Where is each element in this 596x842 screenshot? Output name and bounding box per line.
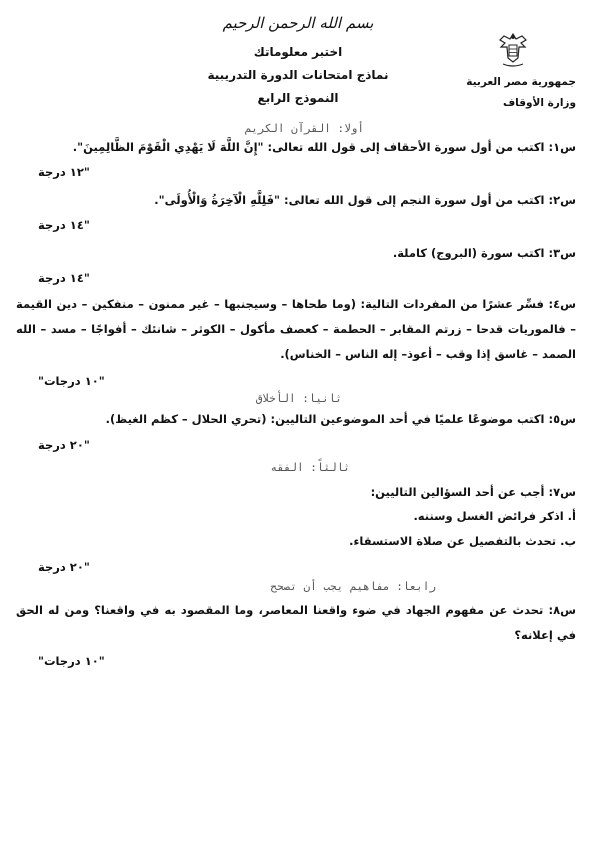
question-2-grade: "١٤ درجة [38, 218, 90, 232]
country-name: جمهورية مصر العربية [466, 76, 576, 88]
question-7-grade: "٢٠ درجة [38, 560, 90, 574]
question-4: س٤: فسِّر عشرًا من المفردات التالية: (وما طحاها – وسيجنبها – غير ممنون – منفكين – دين القيمة – فالموريات قدحا – زرتم المقابر – الحطمة – كعصف مأكول – الكوثر – شانئك – أفواجًا – مسد – الله الصمد – غاسق إذا وقب – أعوذ– إله الناس – الخناس). [16, 297, 576, 361]
page-title: اختبر معلوماتك [253, 45, 343, 59]
question-3: س٣: اكتب سورة (البروج) كاملة. [392, 246, 576, 260]
bismillah-calligraphy: بسم الله الرحمن الرحيم [222, 14, 374, 32]
question-7-option-b: ب. تحدث بالتفصيل عن صلاة الاستسقاء. [349, 534, 576, 548]
question-2: س٢: اكتب من أول سورة النجم إلى قول الله تعالى: "فَلِلَّهِ الْآخِرَةُ وَالْأُولَى". [154, 193, 576, 207]
question-4-grade: "١٠ درجات" [38, 374, 105, 388]
model-label: النموذج الرابع [257, 91, 339, 105]
question-3-grade: "١٤ درجة [38, 271, 90, 285]
section-quran-heading: أولا: القرآن الكريم [244, 122, 364, 135]
question-1-grade: "١٢ درجة [38, 165, 90, 179]
question-5-grade: "٢٠ درجة [38, 438, 90, 452]
eagle-emblem-icon [496, 30, 530, 70]
question-7: س٧: أجب عن أحد السؤالين التاليين: [370, 485, 576, 499]
ministry-name: وزارة الأوقاف [502, 97, 576, 109]
page-subtitle: نماذج امتحانات الدورة التدريبية [207, 68, 389, 82]
question-8-grade: "١٠ درجات" [38, 654, 105, 668]
question-1: س١: اكتب من أول سورة الأحقاف إلى قول الله تعالى: "إِنَّ اللَّهَ لَا يَهْدِي الْقَوْمَ الظَّالِمِينَ". [72, 140, 576, 154]
question-8: س٨: تحدث عن مفهوم الجهاد في ضوء واقعنا المعاصر، وما المقصود به في واقعنا؟ ومن له الحق في إعلانه؟ [16, 603, 576, 642]
section-fiqh-heading: ثالثاً: الفقه [270, 461, 350, 474]
question-5: س٥: اكتب موضوعًا علميًا في أحد الموضوعين التاليين: (تحري الحلال – كظم الغيظ). [105, 412, 576, 426]
section-concepts-heading: رابعا: مفاهيم يجب أن تصحح [270, 580, 436, 593]
question-7-option-a: أ. اذكر فرائض الغسل وسننه. [413, 509, 576, 523]
section-ethics-heading: ثانيا: الأخلاق [255, 392, 342, 405]
